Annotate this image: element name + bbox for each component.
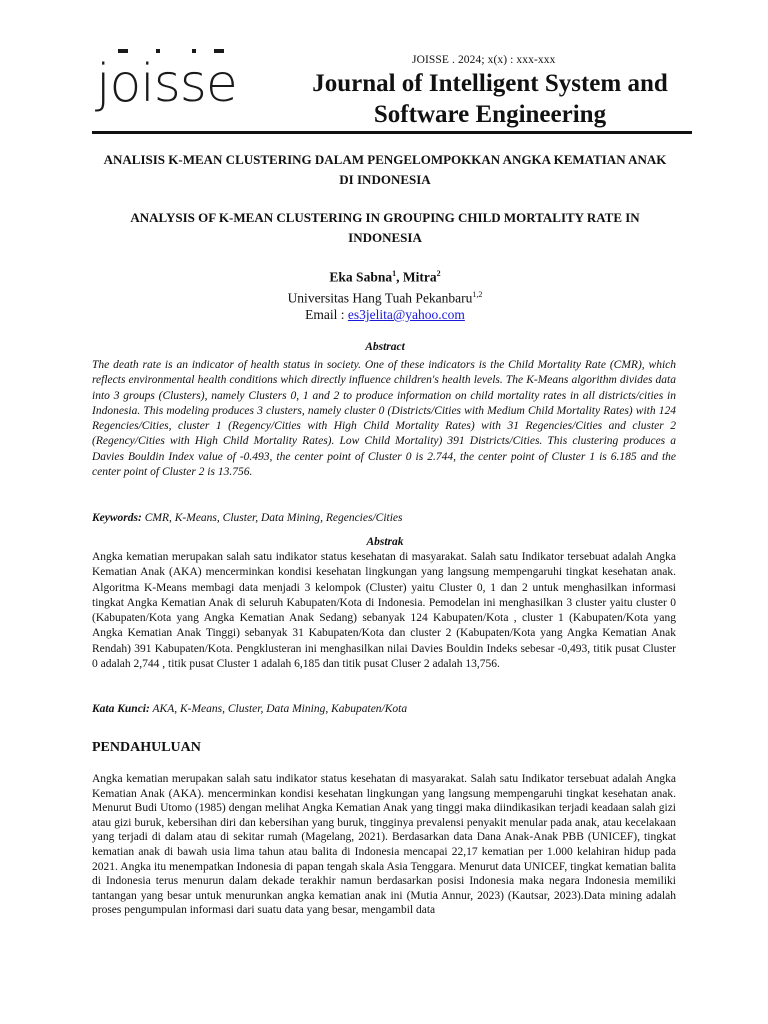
affiliation-sup: 1,2	[472, 289, 483, 299]
keywords-label: Keywords:	[92, 512, 142, 524]
email-link[interactable]: es3jelita@yahoo.com	[347, 307, 465, 322]
journal-logo	[96, 40, 246, 130]
author-2: Mitra	[402, 269, 437, 285]
affiliation-text: Universitas Hang Tuah Pekanbaru	[287, 290, 473, 305]
abstrak-text: Angka kematian merupakan salah satu indikator status kesehatan di masyarakat. Salah satu Indikator tersebuat adalah Angka Kematian Anak (AKA) mencerminkan kondisi kesehatan lingkungan yang langsung mempengaruhi tingkat kesehatan anak. Algoritma K-Means membagi data menjadi 3 kelompok (Cluster) yaitu Cluster 0, 1 dan 2 untuk menghasilkan informasi tingkat Angka Kematian Anak di seluruh Kabupaten/Kota di Indonesia. Pemodelan ini menghasilkan 3 cluster yaitu cluster 0 (Kabupaten/Kota yang Angka Kematian Anak Sedang) sebanyak 124 Kabupaten/Kota , cluster 1 (Kabupaten/Kota yang Angka Kematian Anak Tinggi) sebanyak 31 Kabupaten/Kota dan cluster 2 (Kabupaten/Kota yang Angka Kematian Anak Rendah) 391 Kabupaten/Kota. Pengklusteran ini menghasilkan nilai Davies Bouldin Indeks sebesar -0,493, titik pusat Cluster 0 adalah 2,744 , titik pusat Cluster 1 adalah 6,185 dan titik pusat Cluser 2 adalah 13,756.	[92, 551, 676, 671]
keywords-text: CMR, K-Means, Cluster, Data Mining, Regencies/Cities	[141, 512, 403, 524]
header-divider	[92, 131, 692, 134]
email-line	[95, 306, 675, 323]
section-heading: PENDAHULUAN	[92, 740, 201, 755]
abstract-heading: Abstract	[365, 341, 405, 353]
abstract-text: The death rate is an indicator of health status in society. One of these indicators is the Child Mortality Rate (CMR), which reflects environmental health conditions which directly influence children's health levels. The K-Means algorithm divides data into 3 groups (Clusters), namely Clusters 0, 1 and 2 to produce information on child mortality rates in all districts/cities in Indonesia. This modeling produces 3 clusters, namely cluster 0 (Districts/Cities with Medium Child Mortality Rates) with 124 Regencies/Cities, cluster 1 (Regency/Cities with High Child Mortality Rates) with 31 Regencies/Cities and cluster 2 (Regency/Cities with High Child Mortality Rates). Low Child Mortality) 391 Districts/Cities. This clustering produces a Davies Bouldin Index value of -0.493, the center point of Cluster 0 is 2.744, the center point of Cluster 1 is 6.185 and the center point of Cluster 2 is 13.756.	[92, 359, 676, 479]
logo-wordmark: joisse	[96, 54, 237, 114]
title-indonesian: ANALISIS K-MEAN CLUSTERING DALAM PENGELOMPOKKAN ANGKA KEMATIAN ANAK DI INDONESIA	[103, 152, 667, 187]
email-label: Email :	[305, 307, 348, 322]
abstrak-heading: Abstrak	[366, 536, 404, 548]
title-english: ANALYSIS OF K-MEAN CLUSTERING IN GROUPING CHILD MORTALITY RATE IN INDONESIA	[130, 210, 640, 245]
affiliation	[95, 286, 675, 307]
author-names	[95, 265, 675, 286]
section-body: Angka kematian merupakan salah satu indikator status kesehatan di masyarakat. Salah satu Indikator tersebuat adalah Angka Kematian Anak (AKA). mencerminkan kondisi kesehatan lingkungan yang langsung mempengaruhi tingkat kesehatan anak. Menurut Budi Utomo (1985) dengan melihat Angka Kematian Anak yang tinggi maka diindikasikan terjadi keadaan salah gizi atau gizi buruk, kebersihan diri dan kebersihan yang buruk, tingginya prevalensi penyakit menular pada anak, atau kecelakaan yang terjadi di dalam atau di sekitar rumah (Magelang, 2021). Berdasarkan data Dana Anak-Anak PBB (UNICEF), tingkat kematian anak di bawah usia lima tahun atau balita di Indonesia mencapai 22,17 kematian per 1.000 kelahiran hidup pada 2021. Angka itu menempatkan Indonesia di papan tengah skala Asia Tenggara. Menurut data UNICEF, tingkat kematian balita di Indonesia terus menurun dalam dekade terakhir namun berdasarkan posisi Indonesia maka negara Indonesia memiliki tantangan yang besar untuk menurunkan angka kematian anak ini (Mutia Annur, 2023) (Kautsar, 2023).Data mining adalah proses pengumpulan informasi dari suatu data yang besar, mengambil data	[92, 773, 676, 917]
author-block	[95, 265, 675, 323]
kata-kunci-label: Kata Kunci:	[92, 703, 150, 715]
citation-line: JOISSE . 2024; x(x) : xxx-xxx	[412, 54, 556, 66]
kata-kunci-line	[92, 703, 676, 715]
kata-kunci-text: AKA, K-Means, Cluster, Data Mining, Kabupaten/Kota	[149, 703, 408, 715]
keywords-line	[92, 512, 676, 524]
author-1: Eka Sabna	[329, 269, 393, 285]
author-1-sup: 1	[392, 269, 397, 278]
author-sep: ,	[396, 269, 403, 285]
author-2-sup: 2	[436, 269, 441, 278]
journal-name: Journal of Intelligent System and Software Engineering	[312, 70, 668, 128]
